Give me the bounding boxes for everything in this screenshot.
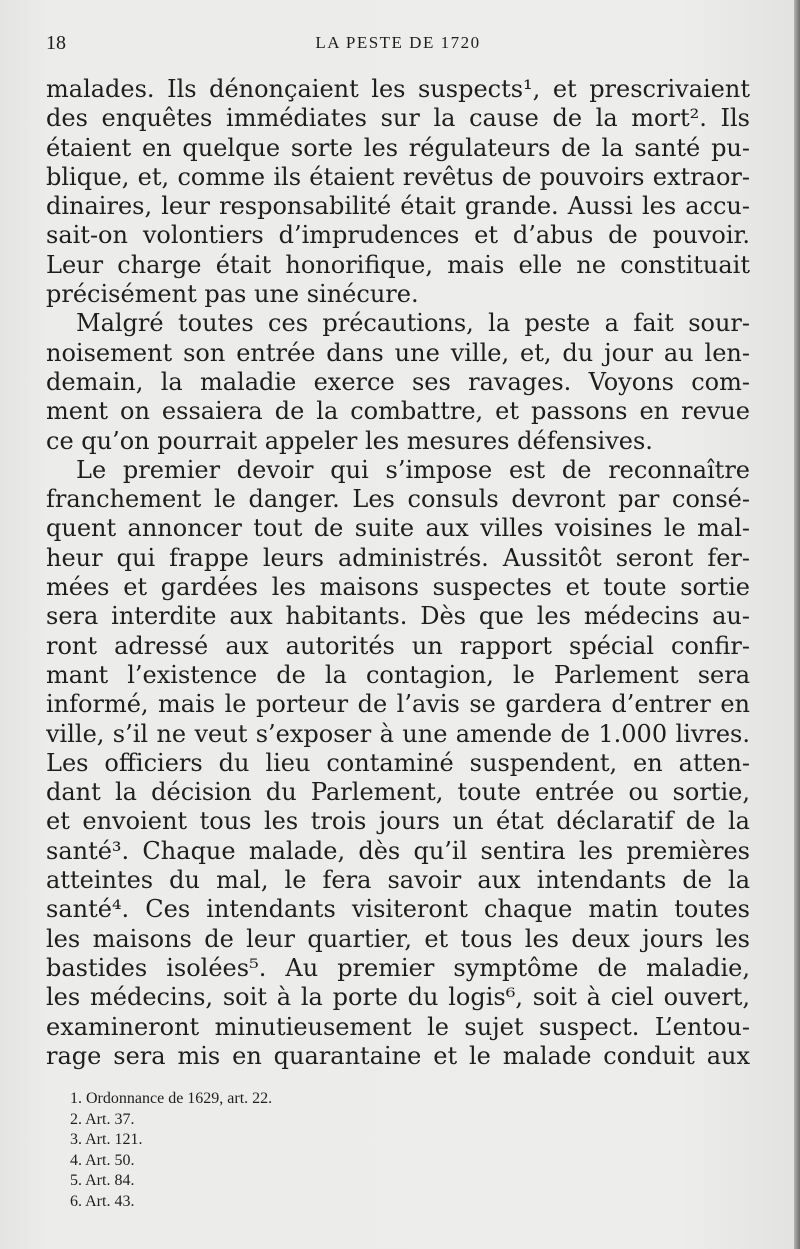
footnote: 4. Art. 50. xyxy=(70,1151,135,1169)
text-line: blique, et, comme ils étaient revêtus de pouvoirs extraor- xyxy=(46,162,750,191)
page-header xyxy=(46,32,750,60)
text-line: noisement son entrée dans une ville, et, du jour au len- xyxy=(46,338,750,367)
text-line: Le premier devoir qui s’impose est de reconnaître xyxy=(76,455,750,484)
text-line: les médecins, soit à la porte du logis⁶, soit à ciel ouvert, xyxy=(46,983,750,1012)
text-line: précisément pas une sinécure. xyxy=(46,280,419,309)
text-line: santé³. Chaque malade, dès qu’il sentira les premières xyxy=(46,836,750,865)
body-text xyxy=(46,75,750,1071)
footnote: 1. Ordonnance de 1629, art. 22. xyxy=(70,1090,273,1107)
text-line: Les officiers du lieu contaminé suspendent, en atten- xyxy=(46,748,750,777)
text-line: des enquêtes immédiates sur la cause de la mort². Ils xyxy=(46,104,750,133)
text-line: ville, s’il ne veut s’exposer à une amende de 1.000 livres. xyxy=(46,719,750,748)
text-line: rage sera mis en quarantaine et le malade conduit aux xyxy=(46,1041,750,1070)
text-line: et envoient tous les trois jours un état déclaratif de la xyxy=(46,807,750,836)
footnote: 5. Art. 84. xyxy=(70,1172,135,1189)
text-line: Leur charge était honorifique, mais elle ne constituait xyxy=(46,250,750,279)
text-line: bastides isolées⁵. Au premier symptôme de maladie, xyxy=(46,953,750,982)
footnotes xyxy=(70,1089,570,1212)
page-number: 18 xyxy=(46,32,66,54)
running-title: LA PESTE DE 1720 xyxy=(315,33,481,52)
footnote: 2. Art. 37. xyxy=(70,1110,135,1128)
text-line: mant l’existence de la contagion, le Parlement sera xyxy=(46,660,750,689)
text-line: Malgré toutes ces précautions, la peste a fait sour- xyxy=(76,309,750,338)
text-line: atteintes du mal, le fera savoir aux intendants de la xyxy=(46,866,750,895)
page-binding-edge xyxy=(794,0,800,1249)
text-line: dant la décision du Parlement, toute entrée ou sortie, xyxy=(46,778,750,807)
text-line: ce qu’on pourrait appeler les mesures défensives. xyxy=(46,426,653,455)
text-line: santé⁴. Ces intendants visiteront chaque matin toutes xyxy=(46,895,750,924)
text-line: étaient en quelque sorte les régulateurs de la santé pu- xyxy=(46,133,750,162)
text-line: dinaires, leur responsabilité était grande. Aussi les accu- xyxy=(46,192,750,221)
text-line: demain, la maladie exerce ses ravages. Voyons com- xyxy=(46,367,750,396)
text-line: ront adressé aux autorités un rapport spécial confir- xyxy=(46,631,750,660)
text-line: mées et gardées les maisons suspectes et toute sortie xyxy=(46,573,750,602)
text-line: ment on essaiera de la combattre, et passons en revue xyxy=(46,397,750,426)
text-line: sera interdite aux habitants. Dès que les médecins au- xyxy=(46,602,750,631)
text-line: quent annoncer tout de suite aux villes voisines le mal- xyxy=(46,514,750,543)
text-line: malades. Ils dénonçaient les suspects¹, et prescrivaient xyxy=(46,75,750,103)
text-line: heur qui frappe leurs administrés. Aussitôt seront fer- xyxy=(46,543,750,572)
text-line: informé, mais le porteur de l’avis se gardera d’entrer en xyxy=(46,690,750,719)
footnote: 3. Art. 121. xyxy=(70,1131,143,1148)
text-line: examineront minutieusement le sujet suspect. L’entou- xyxy=(46,1012,750,1041)
text-line: sait-on volontiers d’imprudences et d’abus de pouvoir. xyxy=(46,221,750,250)
footnote: 6. Art. 43. xyxy=(70,1192,135,1210)
text-line: franchement le danger. Les consuls devront par consé- xyxy=(46,485,750,514)
text-line: les maisons de leur quartier, et tous les deux jours les xyxy=(46,924,750,953)
